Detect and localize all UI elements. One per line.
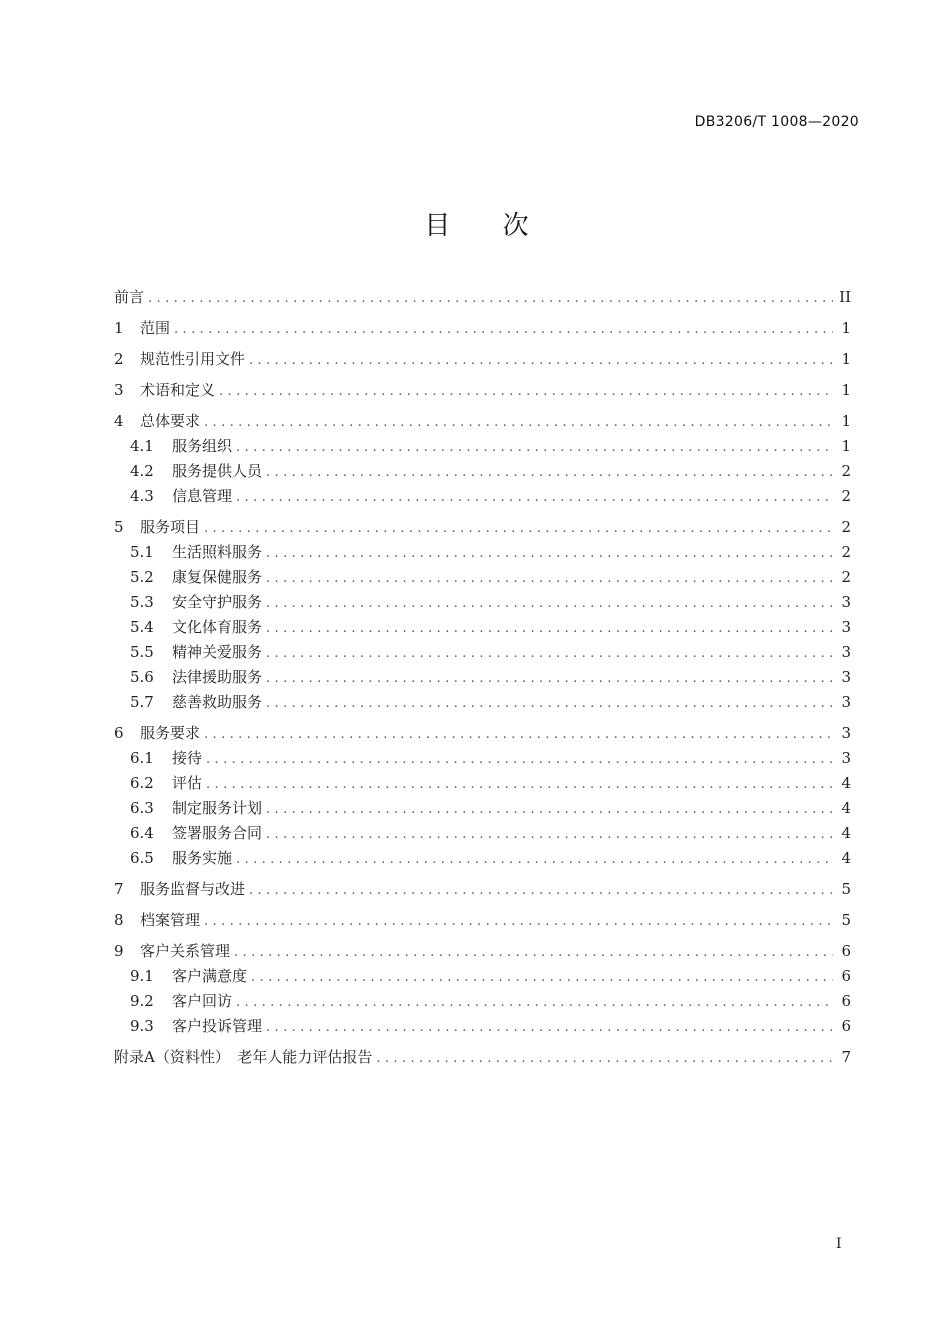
toc-entry-title: 接待 xyxy=(172,749,203,767)
toc-dot-leader xyxy=(236,437,833,459)
toc-entry[interactable] xyxy=(114,822,851,844)
toc-entry-title: 康复保健服务 xyxy=(172,568,263,586)
toc-entry-title: 服务实施 xyxy=(172,849,233,867)
toc-dot-leader xyxy=(206,749,833,771)
toc-dot-leader xyxy=(266,693,833,715)
toc-entry-number: 5.5 xyxy=(130,643,154,661)
toc-dot-leader xyxy=(266,824,833,846)
toc-entry[interactable] xyxy=(114,747,851,769)
toc-entry-page: 5 xyxy=(841,880,851,898)
toc-entry-page: 2 xyxy=(841,487,851,505)
toc-entry-page: 2 xyxy=(841,518,851,536)
toc-entry-page: 3 xyxy=(841,618,851,636)
toc-entry-page: 2 xyxy=(841,543,851,561)
toc-entry-title: 签署服务合同 xyxy=(172,824,263,842)
toc-entry-page: 5 xyxy=(841,911,851,929)
toc-entry[interactable] xyxy=(114,641,851,663)
toc-entry[interactable] xyxy=(114,566,851,588)
toc-dot-leader xyxy=(266,543,833,565)
toc-entry[interactable] xyxy=(114,516,851,538)
toc-entry-number: 9.2 xyxy=(130,992,154,1010)
toc-entry-number: 4.2 xyxy=(130,462,154,480)
toc-entry-page: 1 xyxy=(841,437,851,455)
toc-dot-leader xyxy=(266,643,833,665)
toc-entry[interactable] xyxy=(114,379,851,401)
toc-entry-title: 服务项目 xyxy=(140,518,201,536)
toc-dot-leader xyxy=(249,350,833,372)
toc-entry-number: 4.1 xyxy=(130,437,154,455)
toc-entry[interactable] xyxy=(114,286,851,308)
toc-entry[interactable] xyxy=(114,847,851,869)
toc-entry[interactable] xyxy=(114,990,851,1012)
toc-entry[interactable] xyxy=(114,1046,851,1068)
toc-entry-title: 服务组织 xyxy=(172,437,233,455)
toc-entry-title: 制定服务计划 xyxy=(172,799,263,817)
document-code: DB3206/T 1008—2020 xyxy=(694,114,859,130)
toc-entry-title: 前言 xyxy=(114,288,145,306)
toc-entry-title: 精神关爱服务 xyxy=(172,643,263,661)
toc-entry-page: 6 xyxy=(841,942,851,960)
toc-entry-page: 3 xyxy=(841,593,851,611)
toc-dot-leader xyxy=(148,288,833,310)
toc-entry-number: 6.1 xyxy=(130,749,154,767)
toc-entry-page: 2 xyxy=(841,462,851,480)
toc-dot-leader xyxy=(236,487,833,509)
toc-entry-page: 4 xyxy=(841,774,851,792)
toc-entry[interactable] xyxy=(114,965,851,987)
toc-dot-leader xyxy=(204,724,833,746)
toc-entry-title: 信息管理 xyxy=(172,487,233,505)
toc-dot-leader xyxy=(204,911,833,933)
toc-dot-leader xyxy=(266,799,833,821)
toc-dot-leader xyxy=(206,774,833,796)
toc-entry-number: 7 xyxy=(114,880,124,898)
toc-entry-number: 4 xyxy=(114,412,124,430)
toc-entry-page: 4 xyxy=(841,824,851,842)
toc-entry-number: 5.2 xyxy=(130,568,154,586)
toc-dot-leader xyxy=(236,849,833,871)
toc-entry-number: 5 xyxy=(114,518,124,536)
toc-entry-page: 4 xyxy=(841,849,851,867)
toc-entry-page: 1 xyxy=(841,319,851,337)
toc-entry-number: 6.5 xyxy=(130,849,154,867)
toc-entry-number: 5.3 xyxy=(130,593,154,611)
toc-entry[interactable] xyxy=(114,666,851,688)
toc-entry-page: II xyxy=(839,288,851,306)
toc-entry[interactable] xyxy=(114,772,851,794)
toc-entry-title: 附录A（资料性） 老年人能力评估报告 xyxy=(114,1048,373,1066)
toc-entry[interactable] xyxy=(114,460,851,482)
toc-entry[interactable] xyxy=(114,541,851,563)
toc-entry-number: 4.3 xyxy=(130,487,154,505)
toc-dot-leader xyxy=(266,593,833,615)
toc-entry-title: 客户投诉管理 xyxy=(172,1017,263,1035)
toc-entry-page: 6 xyxy=(841,1017,851,1035)
toc-dot-leader xyxy=(174,319,833,341)
toc-dot-leader xyxy=(251,967,833,989)
toc-entry-number: 1 xyxy=(114,319,124,337)
toc-entry[interactable] xyxy=(114,797,851,819)
toc-entry-title: 规范性引用文件 xyxy=(140,350,246,368)
toc-dot-leader xyxy=(266,1017,833,1039)
toc-dot-leader xyxy=(266,618,833,640)
toc-entry-title: 客户回访 xyxy=(172,992,233,1010)
toc-dot-leader xyxy=(204,518,833,540)
toc-entry-title: 评估 xyxy=(172,774,203,792)
toc-dot-leader xyxy=(376,1048,833,1070)
toc-entry[interactable] xyxy=(114,435,851,457)
toc-entry-title: 服务监督与改进 xyxy=(140,880,246,898)
toc-entry[interactable] xyxy=(114,317,851,339)
toc-entry-page: 3 xyxy=(841,724,851,742)
toc-entry[interactable] xyxy=(114,1015,851,1037)
toc-entry-page: 3 xyxy=(841,668,851,686)
toc-entry-page: 3 xyxy=(841,749,851,767)
toc-entry-number: 6 xyxy=(114,724,124,742)
toc-entry-number: 9.1 xyxy=(130,967,154,985)
toc-entry-title: 范围 xyxy=(140,319,171,337)
toc-entry-number: 2 xyxy=(114,350,124,368)
toc-entry-number: 6.4 xyxy=(130,824,154,842)
toc-entry-title: 慈善救助服务 xyxy=(172,693,263,711)
toc-entry-title: 法律援助服务 xyxy=(172,668,263,686)
toc-entry-number: 8 xyxy=(114,911,124,929)
toc-entry-title: 档案管理 xyxy=(140,911,201,929)
toc-entry-title: 文化体育服务 xyxy=(172,618,263,636)
toc-entry-title: 客户满意度 xyxy=(172,967,248,985)
toc-entry-number: 9.3 xyxy=(130,1017,154,1035)
toc-dot-leader xyxy=(266,568,833,590)
toc-entry-page: 1 xyxy=(841,381,851,399)
toc-entry-page: 1 xyxy=(841,412,851,430)
toc-dot-leader xyxy=(236,992,833,1014)
toc-entry-title: 客户关系管理 xyxy=(140,942,231,960)
toc-entry-title: 生活照料服务 xyxy=(172,543,263,561)
toc-dot-leader xyxy=(266,668,833,690)
toc-entry-number: 5.1 xyxy=(130,543,154,561)
toc-entry-page: 6 xyxy=(841,967,851,985)
toc-entry-number: 3 xyxy=(114,381,124,399)
toc-entry-page: 3 xyxy=(841,643,851,661)
toc-entry-page: 1 xyxy=(841,350,851,368)
footer-page-number: I xyxy=(836,1236,842,1252)
toc-entry-page: 7 xyxy=(841,1048,851,1066)
toc-entry-number: 6.3 xyxy=(130,799,154,817)
toc-entry-page: 6 xyxy=(841,992,851,1010)
toc-entry[interactable] xyxy=(114,591,851,613)
toc-entry[interactable] xyxy=(114,909,851,931)
page-title: 目 次 xyxy=(424,211,551,241)
toc-entry-page: 2 xyxy=(841,568,851,586)
toc-entry[interactable] xyxy=(114,878,851,900)
toc-entry-number: 9 xyxy=(114,942,124,960)
toc-dot-leader xyxy=(266,462,833,484)
toc-entry[interactable] xyxy=(114,940,851,962)
toc-entry[interactable] xyxy=(114,616,851,638)
toc-entry-title: 术语和定义 xyxy=(140,381,216,399)
toc-entry-number: 5.4 xyxy=(130,618,154,636)
toc-entry-number: 5.7 xyxy=(130,693,154,711)
toc-entry-number: 6.2 xyxy=(130,774,154,792)
toc-entry-page: 3 xyxy=(841,693,851,711)
toc-entry-title: 服务提供人员 xyxy=(172,462,263,480)
toc-entry[interactable] xyxy=(114,410,851,432)
toc-entry[interactable] xyxy=(114,485,851,507)
toc-entry-title: 总体要求 xyxy=(140,412,201,430)
toc-entry-title: 安全守护服务 xyxy=(172,593,263,611)
toc-dot-leader xyxy=(219,381,833,403)
toc-entry[interactable] xyxy=(114,348,851,370)
toc-dot-leader xyxy=(204,412,833,434)
table-of-contents xyxy=(114,286,851,1068)
toc-dot-leader xyxy=(234,942,833,964)
toc-entry[interactable] xyxy=(114,722,851,744)
toc-entry-page: 4 xyxy=(841,799,851,817)
toc-entry[interactable] xyxy=(114,691,851,713)
toc-dot-leader xyxy=(249,880,833,902)
toc-entry-number: 5.6 xyxy=(130,668,154,686)
toc-entry-title: 服务要求 xyxy=(140,724,201,742)
